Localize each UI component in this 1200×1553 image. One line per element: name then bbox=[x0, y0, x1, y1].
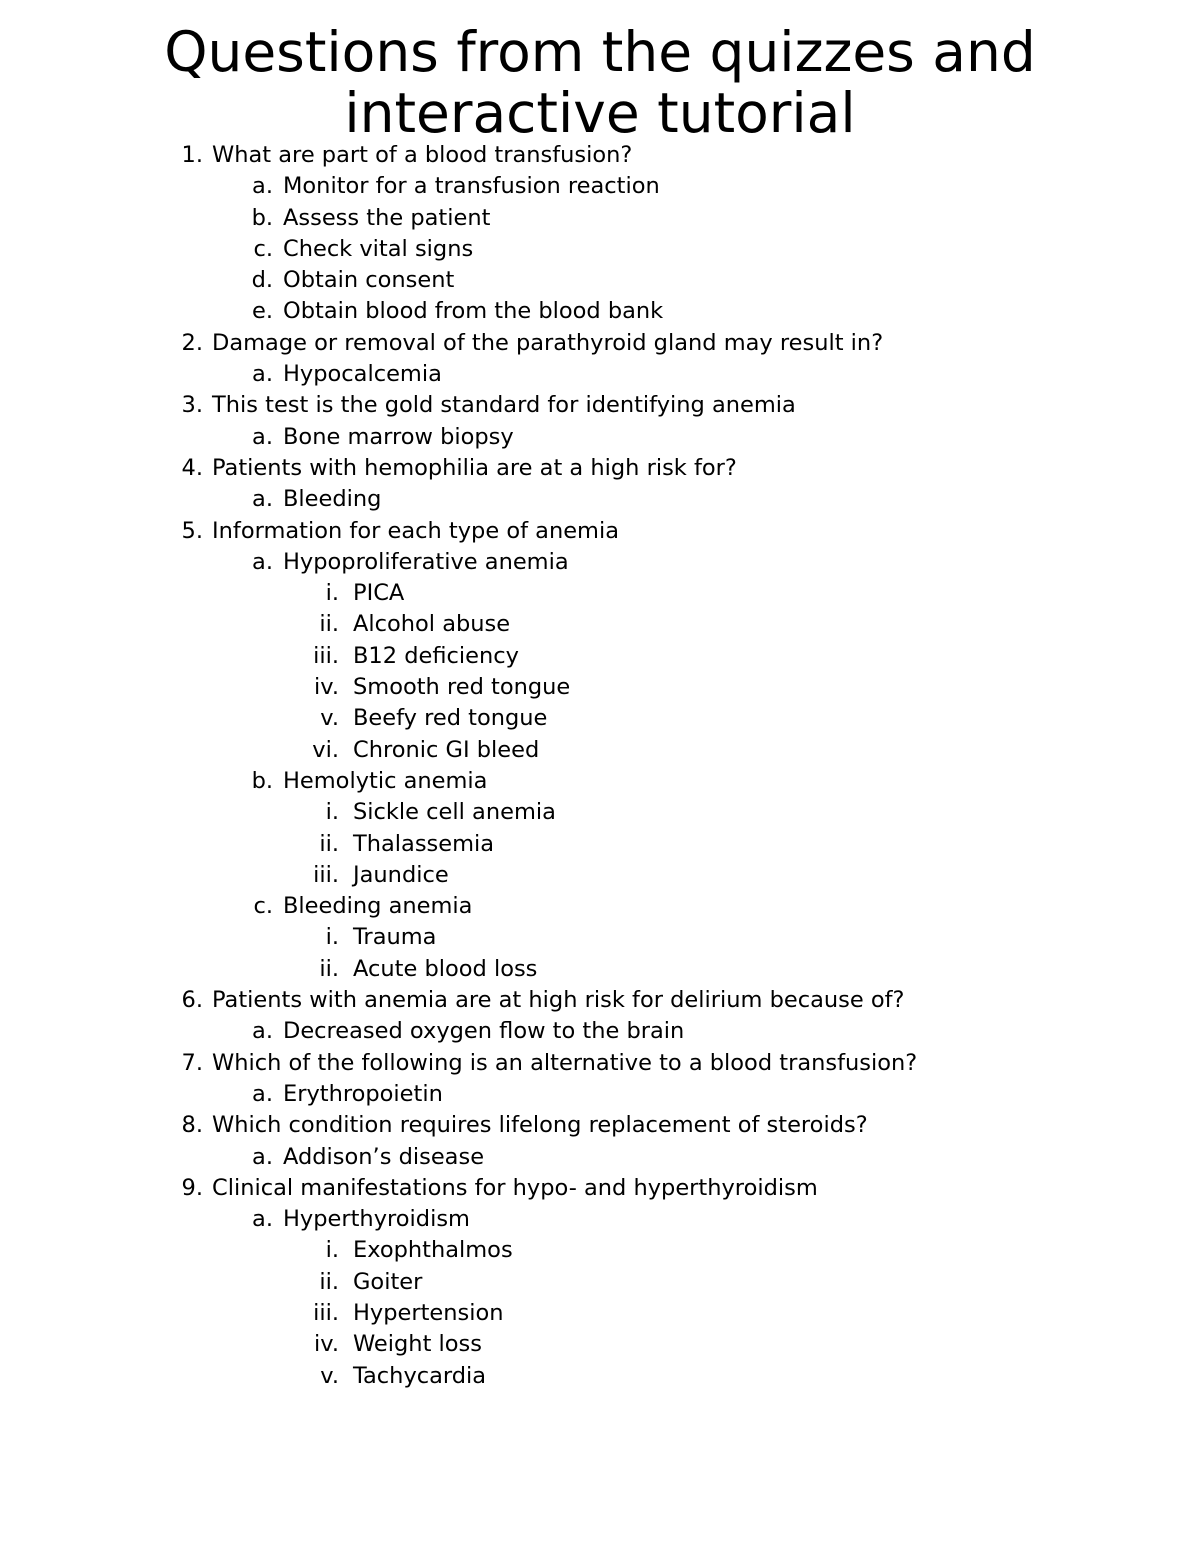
sub-answer-item bbox=[0, 1361, 1200, 1392]
sub-answer-text: PICA bbox=[353, 580, 405, 607]
answer-text: Obtain blood from the blood bank bbox=[283, 298, 664, 325]
sub-answer-text: Thalassemia bbox=[353, 830, 495, 857]
sub-answer-text: Alcohol abuse bbox=[353, 611, 511, 638]
sub-answer-item bbox=[0, 672, 1200, 703]
list-marker: a. bbox=[252, 1018, 273, 1045]
sub-answer-item bbox=[0, 860, 1200, 891]
answer-text: Erythropoietin bbox=[283, 1080, 443, 1107]
answer-item bbox=[0, 484, 1200, 515]
list-marker: a. bbox=[252, 1080, 273, 1107]
sub-answer-text: Acute blood loss bbox=[353, 955, 538, 982]
sub-answer-item bbox=[0, 641, 1200, 672]
sub-answer-text: Sickle cell anemia bbox=[353, 799, 556, 826]
sub-answer-item bbox=[0, 829, 1200, 860]
list-marker: 2. bbox=[181, 329, 203, 356]
list-marker: a. bbox=[252, 486, 273, 513]
sub-answer-text: Tachycardia bbox=[353, 1362, 487, 1389]
list-marker: c. bbox=[253, 893, 273, 920]
answer-item bbox=[0, 171, 1200, 202]
list-marker: e. bbox=[252, 298, 273, 325]
question-text: Clinical manifestations for hypo- and hyperthyroidism bbox=[212, 1174, 818, 1201]
answer-text: Monitor for a transfusion reaction bbox=[283, 173, 660, 200]
list-marker: 7. bbox=[181, 1049, 203, 1076]
answer-item bbox=[0, 766, 1200, 797]
list-marker: a. bbox=[252, 1143, 273, 1170]
title-line-1: Questions from the quizzes and bbox=[164, 20, 1036, 84]
answer-text: Check vital signs bbox=[283, 235, 474, 262]
list-marker: iv. bbox=[314, 674, 339, 701]
list-marker: iii. bbox=[313, 861, 339, 888]
question-item bbox=[0, 390, 1200, 421]
sub-answer-text: Exophthalmos bbox=[353, 1237, 513, 1264]
list-marker: iv. bbox=[314, 1331, 339, 1358]
question-text: Patients with hemophilia are at a high risk for? bbox=[212, 454, 737, 481]
sub-answer-text: B12 deficiency bbox=[353, 642, 519, 669]
question-text: Information for each type of anemia bbox=[212, 517, 619, 544]
list-marker: 9. bbox=[181, 1174, 203, 1201]
question-outline bbox=[0, 140, 1200, 1392]
answer-text: Bone marrow biopsy bbox=[283, 423, 514, 450]
question-item bbox=[0, 1048, 1200, 1079]
answer-item bbox=[0, 234, 1200, 265]
answer-item bbox=[0, 1142, 1200, 1173]
sub-answer-item bbox=[0, 735, 1200, 766]
answer-item bbox=[0, 1204, 1200, 1235]
list-marker: i. bbox=[325, 1237, 339, 1264]
sub-answer-text: Beefy red tongue bbox=[353, 705, 548, 732]
list-marker: iii. bbox=[313, 1299, 339, 1326]
sub-answer-text: Smooth red tongue bbox=[353, 674, 571, 701]
question-item bbox=[0, 328, 1200, 359]
question-item bbox=[0, 1110, 1200, 1141]
question-text: Which of the following is an alternative to a blood transfusion? bbox=[212, 1049, 918, 1076]
list-marker: a. bbox=[252, 548, 273, 575]
list-marker: 3. bbox=[181, 392, 203, 419]
question-item bbox=[0, 516, 1200, 547]
sub-answer-text: Weight loss bbox=[353, 1331, 483, 1358]
answer-item bbox=[0, 1016, 1200, 1047]
list-marker: vi. bbox=[312, 736, 339, 763]
answer-item bbox=[0, 891, 1200, 922]
sub-answer-item bbox=[0, 1235, 1200, 1266]
question-item bbox=[0, 453, 1200, 484]
sub-answer-item bbox=[0, 578, 1200, 609]
answer-text: Hypocalcemia bbox=[283, 361, 442, 388]
question-text: Damage or removal of the parathyroid gland may result in? bbox=[212, 329, 884, 356]
question-text: What are part of a blood transfusion? bbox=[212, 142, 633, 168]
list-marker: 1. bbox=[181, 142, 203, 168]
answer-text: Assess the patient bbox=[283, 204, 491, 231]
list-marker: 4. bbox=[181, 454, 203, 481]
list-marker: ii. bbox=[319, 830, 339, 857]
sub-answer-item bbox=[0, 609, 1200, 640]
answer-item bbox=[0, 203, 1200, 234]
list-marker: v. bbox=[320, 1362, 339, 1389]
answer-item bbox=[0, 359, 1200, 390]
list-marker: i. bbox=[325, 580, 339, 607]
list-marker: i. bbox=[325, 924, 339, 951]
list-marker: ii. bbox=[319, 1268, 339, 1295]
list-marker: i. bbox=[325, 799, 339, 826]
sub-answer-item bbox=[0, 1298, 1200, 1329]
answer-text: Hypoproliferative anemia bbox=[283, 548, 569, 575]
document-title bbox=[0, 22, 1200, 144]
answer-text: Hemolytic anemia bbox=[283, 767, 488, 794]
answer-text: Bleeding anemia bbox=[283, 893, 473, 920]
title-line-2: interactive tutorial bbox=[344, 81, 856, 145]
sub-answer-item bbox=[0, 922, 1200, 953]
sub-answer-text: Trauma bbox=[353, 924, 437, 951]
list-marker: a. bbox=[252, 173, 273, 200]
answer-text: Addison’s disease bbox=[283, 1143, 485, 1170]
list-marker: iii. bbox=[313, 642, 339, 669]
list-marker: d. bbox=[251, 267, 273, 294]
answer-item bbox=[0, 1079, 1200, 1110]
list-marker: ii. bbox=[319, 955, 339, 982]
answer-text: Bleeding bbox=[283, 486, 382, 513]
list-marker: 8. bbox=[181, 1112, 203, 1139]
list-marker: a. bbox=[252, 361, 273, 388]
answer-text: Obtain consent bbox=[283, 267, 455, 294]
list-marker: b. bbox=[251, 204, 273, 231]
answer-item bbox=[0, 547, 1200, 578]
list-marker: ii. bbox=[319, 611, 339, 638]
list-marker: c. bbox=[253, 235, 273, 262]
list-marker: 6. bbox=[181, 987, 203, 1014]
sub-answer-text: Goiter bbox=[353, 1268, 423, 1295]
question-item bbox=[0, 985, 1200, 1016]
question-text: This test is the gold standard for identifying anemia bbox=[212, 392, 796, 419]
question-item bbox=[0, 140, 1200, 171]
sub-answer-item bbox=[0, 1329, 1200, 1360]
sub-answer-item bbox=[0, 1267, 1200, 1298]
sub-answer-text: Jaundice bbox=[353, 861, 449, 888]
list-marker: 5. bbox=[181, 517, 203, 544]
sub-answer-item bbox=[0, 797, 1200, 828]
answer-item bbox=[0, 422, 1200, 453]
sub-answer-item bbox=[0, 954, 1200, 985]
question-item bbox=[0, 1173, 1200, 1204]
list-marker: b. bbox=[251, 767, 273, 794]
question-text: Which condition requires lifelong replacement of steroids? bbox=[212, 1112, 868, 1139]
sub-answer-text: Chronic GI bleed bbox=[353, 736, 540, 763]
answer-item bbox=[0, 265, 1200, 296]
answer-text: Decreased oxygen flow to the brain bbox=[283, 1018, 685, 1045]
sub-answer-text: Hypertension bbox=[353, 1299, 504, 1326]
list-marker: v. bbox=[320, 705, 339, 732]
list-marker: a. bbox=[252, 1206, 273, 1233]
question-text: Patients with anemia are at high risk for delirium because of? bbox=[212, 987, 905, 1014]
list-marker: a. bbox=[252, 423, 273, 450]
answer-item bbox=[0, 296, 1200, 327]
sub-answer-item bbox=[0, 703, 1200, 734]
answer-text: Hyperthyroidism bbox=[283, 1206, 470, 1233]
